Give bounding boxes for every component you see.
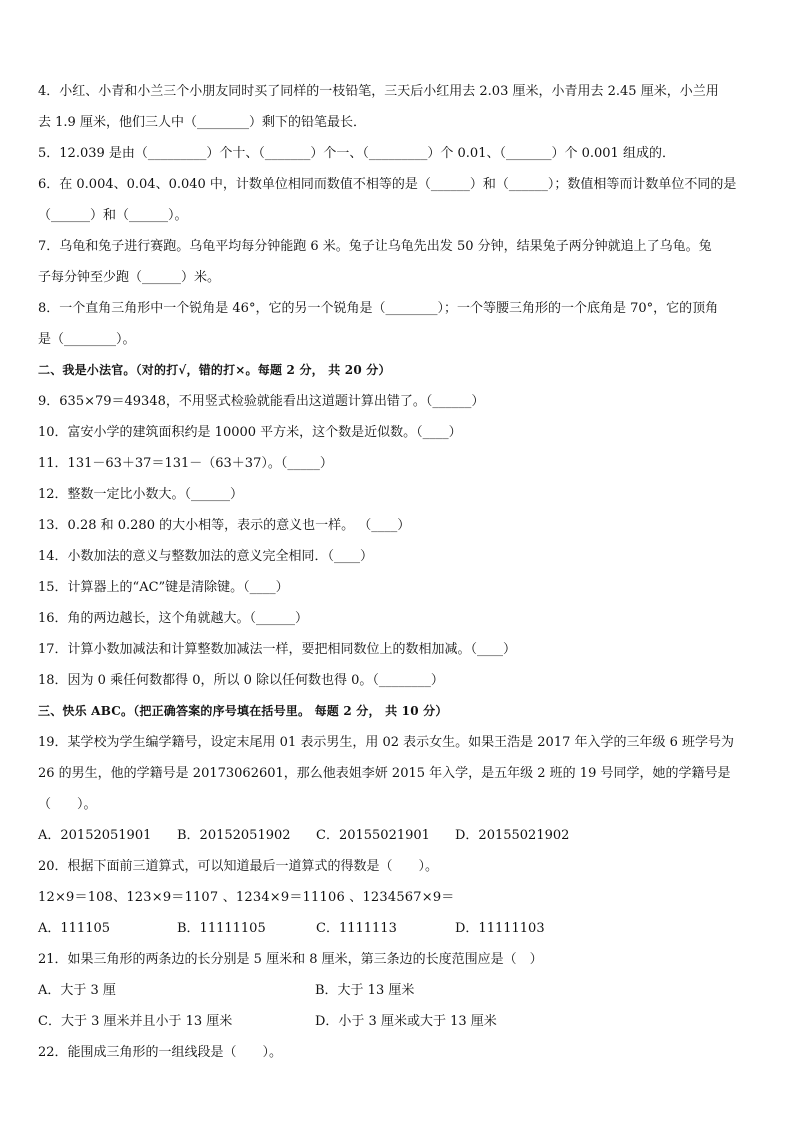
- question-14: 14．小数加法的意义与整数加法的意义完全相同．（____）: [38, 549, 374, 564]
- option-c: C．1111113: [316, 921, 397, 936]
- question-19-options: [38, 820, 754, 851]
- question-12: 12．整数一定比小数大。（______）: [38, 487, 244, 502]
- question-8-line-1: 8．一个直角三角形中一个锐角是 46°，它的另一个锐角是（________）；一个等腰三角形的一个底角是 70°，它的顶角: [38, 301, 719, 316]
- question-6-line-1: 6．在 0.004、0.04、0.040 中，计数单位相同而数值不相等的是（______）和（______）；数值相等而计数单位不同的是: [38, 177, 737, 192]
- option-a: A．大于 3 厘: [38, 983, 116, 998]
- question-21: 21．如果三角形的两条边的长分别是 5 厘米和 8 厘米，第三条边的长度范围应是（ ）: [38, 952, 543, 967]
- option-a: A．111105: [38, 921, 111, 936]
- question-6-line-2: （______）和（______）。: [38, 208, 188, 223]
- question-16: 16．角的两边越长，这个角就越大。（______）: [38, 611, 309, 626]
- question-9: 9．635×79＝49348，不用竖式检验就能看出这道题计算出错了。（______）: [38, 394, 485, 409]
- question-11: 11．131－63＋37＝131－（63＋37）。（_____）: [38, 456, 333, 471]
- section-2-heading: 二、我是小法官。（对的打√，错的打×。每题 2 分， 共 20 分）: [38, 363, 391, 377]
- question-21-options-row-1: [38, 975, 754, 1006]
- question-4-line-1: 4．小红、小青和小兰三个小朋友同时买了同样的一枝铅笔，三天后小红用去 2.03 厘米，小青用去 2.45 厘米，小兰用: [38, 84, 719, 99]
- question-18: 18．因为 0 乘任何数都得 0，所以 0 除以任何数也得 0。（________）: [38, 673, 444, 688]
- option-c: C．大于 3 厘米并且小于 13 厘米: [38, 1014, 233, 1029]
- question-13: 13．0.28 和 0.280 的大小相等，表示的意义也一样。 （____）: [38, 518, 411, 533]
- option-d: D．20155021902: [455, 828, 570, 843]
- question-21-options-row-2: [38, 1006, 754, 1037]
- option-b: B．11111105: [177, 921, 266, 936]
- question-19-line-2: 26 的男生，他的学籍号是 20173062601，那么他表姐李妍 2015 年入学，是五年级 2 班的 19 号同学，她的学籍号是: [38, 766, 731, 781]
- question-19-line-1: 19．某学校为学生编学籍号，设定末尾用 01 表示男生，用 02 表示女生。如果王浩是 2017 年入学的三年级 6 班学号为: [38, 735, 735, 750]
- question-22: 22．能围成三角形的一组线段是（ ）。: [38, 1045, 283, 1060]
- question-8-line-2: 是（________）。: [38, 332, 136, 347]
- question-20-formulas: 12×9＝108、123×9＝1107 、1234×9＝11106 、1234567×9＝: [38, 890, 455, 905]
- question-15: 15．计算器上的“AC”键是清除键。（____）: [38, 580, 289, 595]
- question-20: 20．根据下面前三道算式，可以知道最后一道算式的得数是（ ）。: [38, 859, 439, 874]
- option-b: B．大于 13 厘米: [315, 983, 415, 998]
- question-7-line-2: 子每分钟至少跑（______）米。: [38, 270, 221, 285]
- question-19-line-3: （ ）。: [38, 797, 97, 812]
- option-b: B．20152051902: [177, 828, 291, 843]
- section-3-heading: 三、快乐 ABC。（把正确答案的序号填在括号里。 每题 2 分， 共 10 分）: [38, 704, 448, 718]
- question-20-options: [38, 913, 754, 944]
- option-c: C．20155021901: [316, 828, 430, 843]
- question-10: 10．富安小学的建筑面积约是 10000 平方米，这个数是近似数。（____）: [38, 425, 462, 440]
- question-5: 5．12.039 是由（_________）个十、（_______）个一、（_________）个 0.01、（_______）个 0.001 组成的．: [38, 146, 675, 161]
- option-d: D．小于 3 厘米或大于 13 厘米: [315, 1014, 497, 1029]
- option-a: A．20152051901: [38, 828, 152, 843]
- option-d: D．11111103: [455, 921, 545, 936]
- question-17: 17．计算小数加减法和计算整数加减法一样，要把相同数位上的数相加减。（____）: [38, 642, 517, 657]
- question-4-line-2: 去 1.9 厘米，他们三人中（________）剩下的铅笔最长．: [38, 115, 366, 130]
- question-7-line-1: 7．乌龟和兔子进行赛跑。乌龟平均每分钟能跑 6 米。兔子让乌龟先出发 50 分钟，结果兔子两分钟就追上了乌龟。兔: [38, 239, 712, 254]
